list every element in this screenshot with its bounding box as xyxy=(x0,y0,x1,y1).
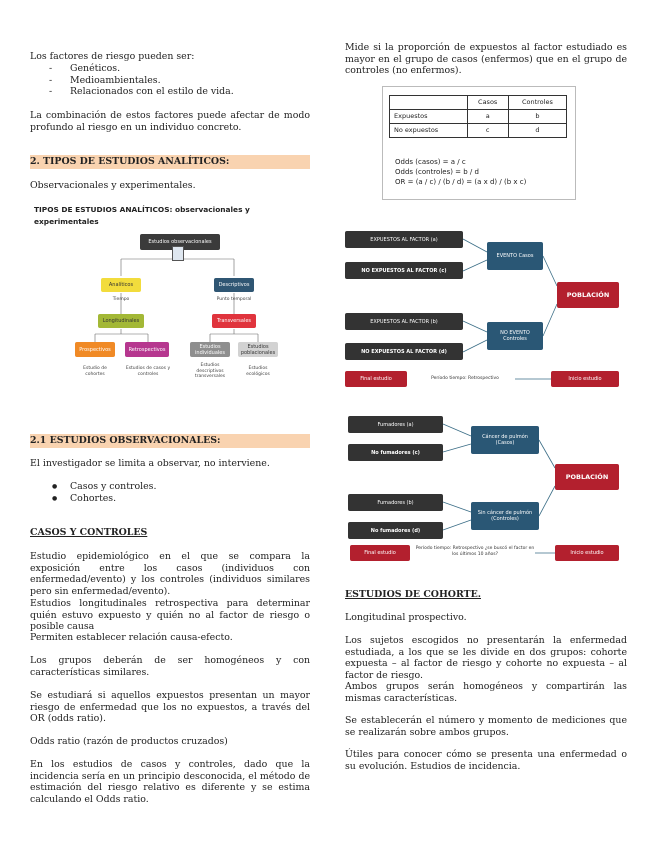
cohorte-paragraph-5: Útiles para conocer cómo se presenta una enfermedad o su evolución. Estudios de incidencia. xyxy=(345,749,627,772)
flow-1-connectors xyxy=(345,228,627,393)
sin-cancer-controles-box: Sin cáncer de pulmón (Controles) xyxy=(471,502,539,530)
cohorte-paragraph-4: Se establecerán el número y momento de mediciones que se realizarán sobre ambos grupos. xyxy=(345,715,627,738)
no-fumadores-c-box: No fumadores (c) xyxy=(348,444,443,461)
table-cell: c xyxy=(467,124,508,138)
casos-controles-label: Estudios de casos y controles xyxy=(125,366,171,377)
section-2-1-heading: 2.1 ESTUDIOS OBSERVACIONALES: xyxy=(30,434,310,448)
no-fumadores-d-box: No fumadores (d) xyxy=(348,522,443,539)
risk-factors-intro: Los factores de riesgo pueden ser: xyxy=(30,51,195,62)
cc-paragraph-2: Estudios longitudinales retrospectiva para determinar quién estuvo expuesto y quién no al factor de riesgo o posible causa xyxy=(30,598,310,633)
individuales-box: Estudios individuales xyxy=(190,342,230,357)
cc-paragraph-5: Se estudiará si aquellos expuestos presentan un mayor riesgo de enfermedad que los no expuestos, a través del OR (odds ratio). xyxy=(30,690,310,725)
table-cell: b xyxy=(508,110,566,124)
tiempo-label: Tiempo xyxy=(112,297,130,302)
casos-controles-heading: CASOS Y CONTROLES xyxy=(30,527,148,538)
cc-paragraph-6: Odds ratio (razón de productos cruzados) xyxy=(30,736,228,747)
exposed-a-box: EXPUESTOS AL FACTOR (a) xyxy=(345,231,463,248)
cohortes-label: Estudio de cohortes xyxy=(83,366,107,377)
observational-types-list xyxy=(30,481,310,504)
cc-paragraph-7: En los estudios de casos y controles, dado que la incidencia sería en un principio desconocida, el método de estimación del riesgo relativo es diferente y se estima calculando el Odds ratio. xyxy=(30,759,310,805)
study-types-diagram xyxy=(30,226,310,386)
cc-paragraph-1: Estudio epidemiológico en el que se compara la exposición entre los casos (individuos con enfermedad/evento) y los controles (individuos similares pero sin enfermedad/evento). xyxy=(30,551,310,597)
transversales-box: Transversales xyxy=(212,314,256,328)
diagram-title: TIPOS DE ESTUDIOS ANALÍTICOS: observacionales y experimentales xyxy=(34,205,250,226)
formula-line: Odds (casos) = a / c xyxy=(395,158,466,166)
poblacionales-box: Estudios poblacionales xyxy=(238,342,278,357)
table-cell: a xyxy=(467,110,508,124)
retrospectivos-box: Retrospectivos xyxy=(125,342,169,357)
odds-formulas xyxy=(395,157,526,187)
analiticos-box: Analíticos xyxy=(101,278,141,292)
table-cell xyxy=(390,96,468,110)
cohorte-paragraph-1: Longitudinal prospectivo. xyxy=(345,612,467,623)
cohorte-paragraph-2: Los sujetos escogidos no presentarán la enfermedad estudiada, a los que se les divide en dos grupos: cohorte expuesta – al factor de riesgo y cohorte no expuesta – al factor de riesgo. xyxy=(345,635,627,681)
list-item: ● Cohortes. xyxy=(30,493,310,505)
final-estudio-2-box: Final estudio xyxy=(350,545,410,561)
table-cell: Casos xyxy=(467,96,508,110)
list-item: - Genéticos. xyxy=(30,63,310,75)
formula-line: OR = (a / c) / (b / d) = (a x d) / (b x c) xyxy=(395,178,527,186)
section-2-1-text: El investigador se limita a observar, no interviene. xyxy=(30,458,270,469)
punto-temporal-label: Punto temporal xyxy=(216,297,252,302)
prospectivos-box: Prospectivos xyxy=(75,342,115,357)
final-estudio-box: Final estudio xyxy=(345,371,407,387)
cc-paragraph-3: Permiten establecer relación causa-efecto. xyxy=(30,632,233,643)
flow-diagram-smokers xyxy=(345,414,627,564)
formula-line: Odds (controles) = b / d xyxy=(395,168,479,176)
poblacion-box: POBLACIÓN xyxy=(557,282,619,308)
descriptivos-box: Descriptivos xyxy=(214,278,254,292)
evento-box: EVENTO Casos xyxy=(487,242,543,270)
ecologicos-label: Estudios ecológicos xyxy=(246,366,270,377)
root-box: Estudios observacionales xyxy=(140,234,220,250)
periodo-2-label: Período tiempo: Retrospectivo ¿se buscó el factor en los últimos 10 años? xyxy=(415,546,535,557)
cohorte-heading: ESTUDIOS DE COHORTE. xyxy=(345,589,481,600)
periodo-label: Período tiempo: Retrospectivo xyxy=(415,376,515,382)
section-2-heading: 2. TIPOS DE ESTUDIOS ANALÍTICOS: xyxy=(30,155,310,169)
table-cell: No expuestos xyxy=(390,124,468,138)
flow-diagram-exposure xyxy=(345,228,627,393)
diagram-connectors xyxy=(30,226,310,386)
no-evento-box: NO EVENTO Controles xyxy=(487,322,543,350)
odds-ratio-table xyxy=(389,95,567,138)
cohorte-paragraph-3: Ambos grupos serán homogéneos y compartirán las mismas características. xyxy=(345,681,627,704)
fumadores-a-box: Fumadores (a) xyxy=(348,416,443,433)
not-exposed-c-box: NO EXPUESTOS AL FACTOR (c) xyxy=(345,262,463,279)
cancer-casos-box: Cáncer de pulmón (Casos) xyxy=(471,426,539,454)
longitudinales-box: Longitudinales xyxy=(98,314,144,328)
exposed-b-box: EXPUESTOS AL FACTOR (b) xyxy=(345,313,463,330)
combination-paragraph: La combinación de estos factores puede afectar de modo profundo al riesgo en un individuo concreto. xyxy=(30,110,310,133)
list-item: ● Casos y controles. xyxy=(30,481,310,493)
inicio-estudio-box: Inicio estudio xyxy=(551,371,619,387)
table-cell: Controles xyxy=(508,96,566,110)
section-2-text: Observacionales y experimentales. xyxy=(30,180,196,191)
odds-ratio-figure xyxy=(382,86,576,200)
table-cell: d xyxy=(508,124,566,138)
list-item: - Relacionados con el estilo de vida. xyxy=(30,86,310,98)
document-icon xyxy=(172,246,184,261)
poblacion-2-box: POBLACIÓN xyxy=(555,464,619,490)
inicio-estudio-2-box: Inicio estudio xyxy=(555,545,619,561)
cc-paragraph-4: Los grupos deberán de ser homogéneos y con características similares. xyxy=(30,655,310,678)
risk-factors-list xyxy=(30,63,310,98)
table-cell: Expuestos xyxy=(390,110,468,124)
list-item: - Medioambientales. xyxy=(30,75,310,87)
fumadores-b-box: Fumadores (b) xyxy=(348,494,443,511)
odds-ratio-description: Mide si la proporción de expuestos al factor estudiado es mayor en el grupo de casos (enfermos) que en el grupo de controles (no enfermos). xyxy=(345,42,627,77)
not-exposed-d-box: NO EXPUESTOS AL FACTOR (d) xyxy=(345,343,463,360)
descriptivos-transversales-label: Estudios descriptivos transversales xyxy=(194,363,226,379)
